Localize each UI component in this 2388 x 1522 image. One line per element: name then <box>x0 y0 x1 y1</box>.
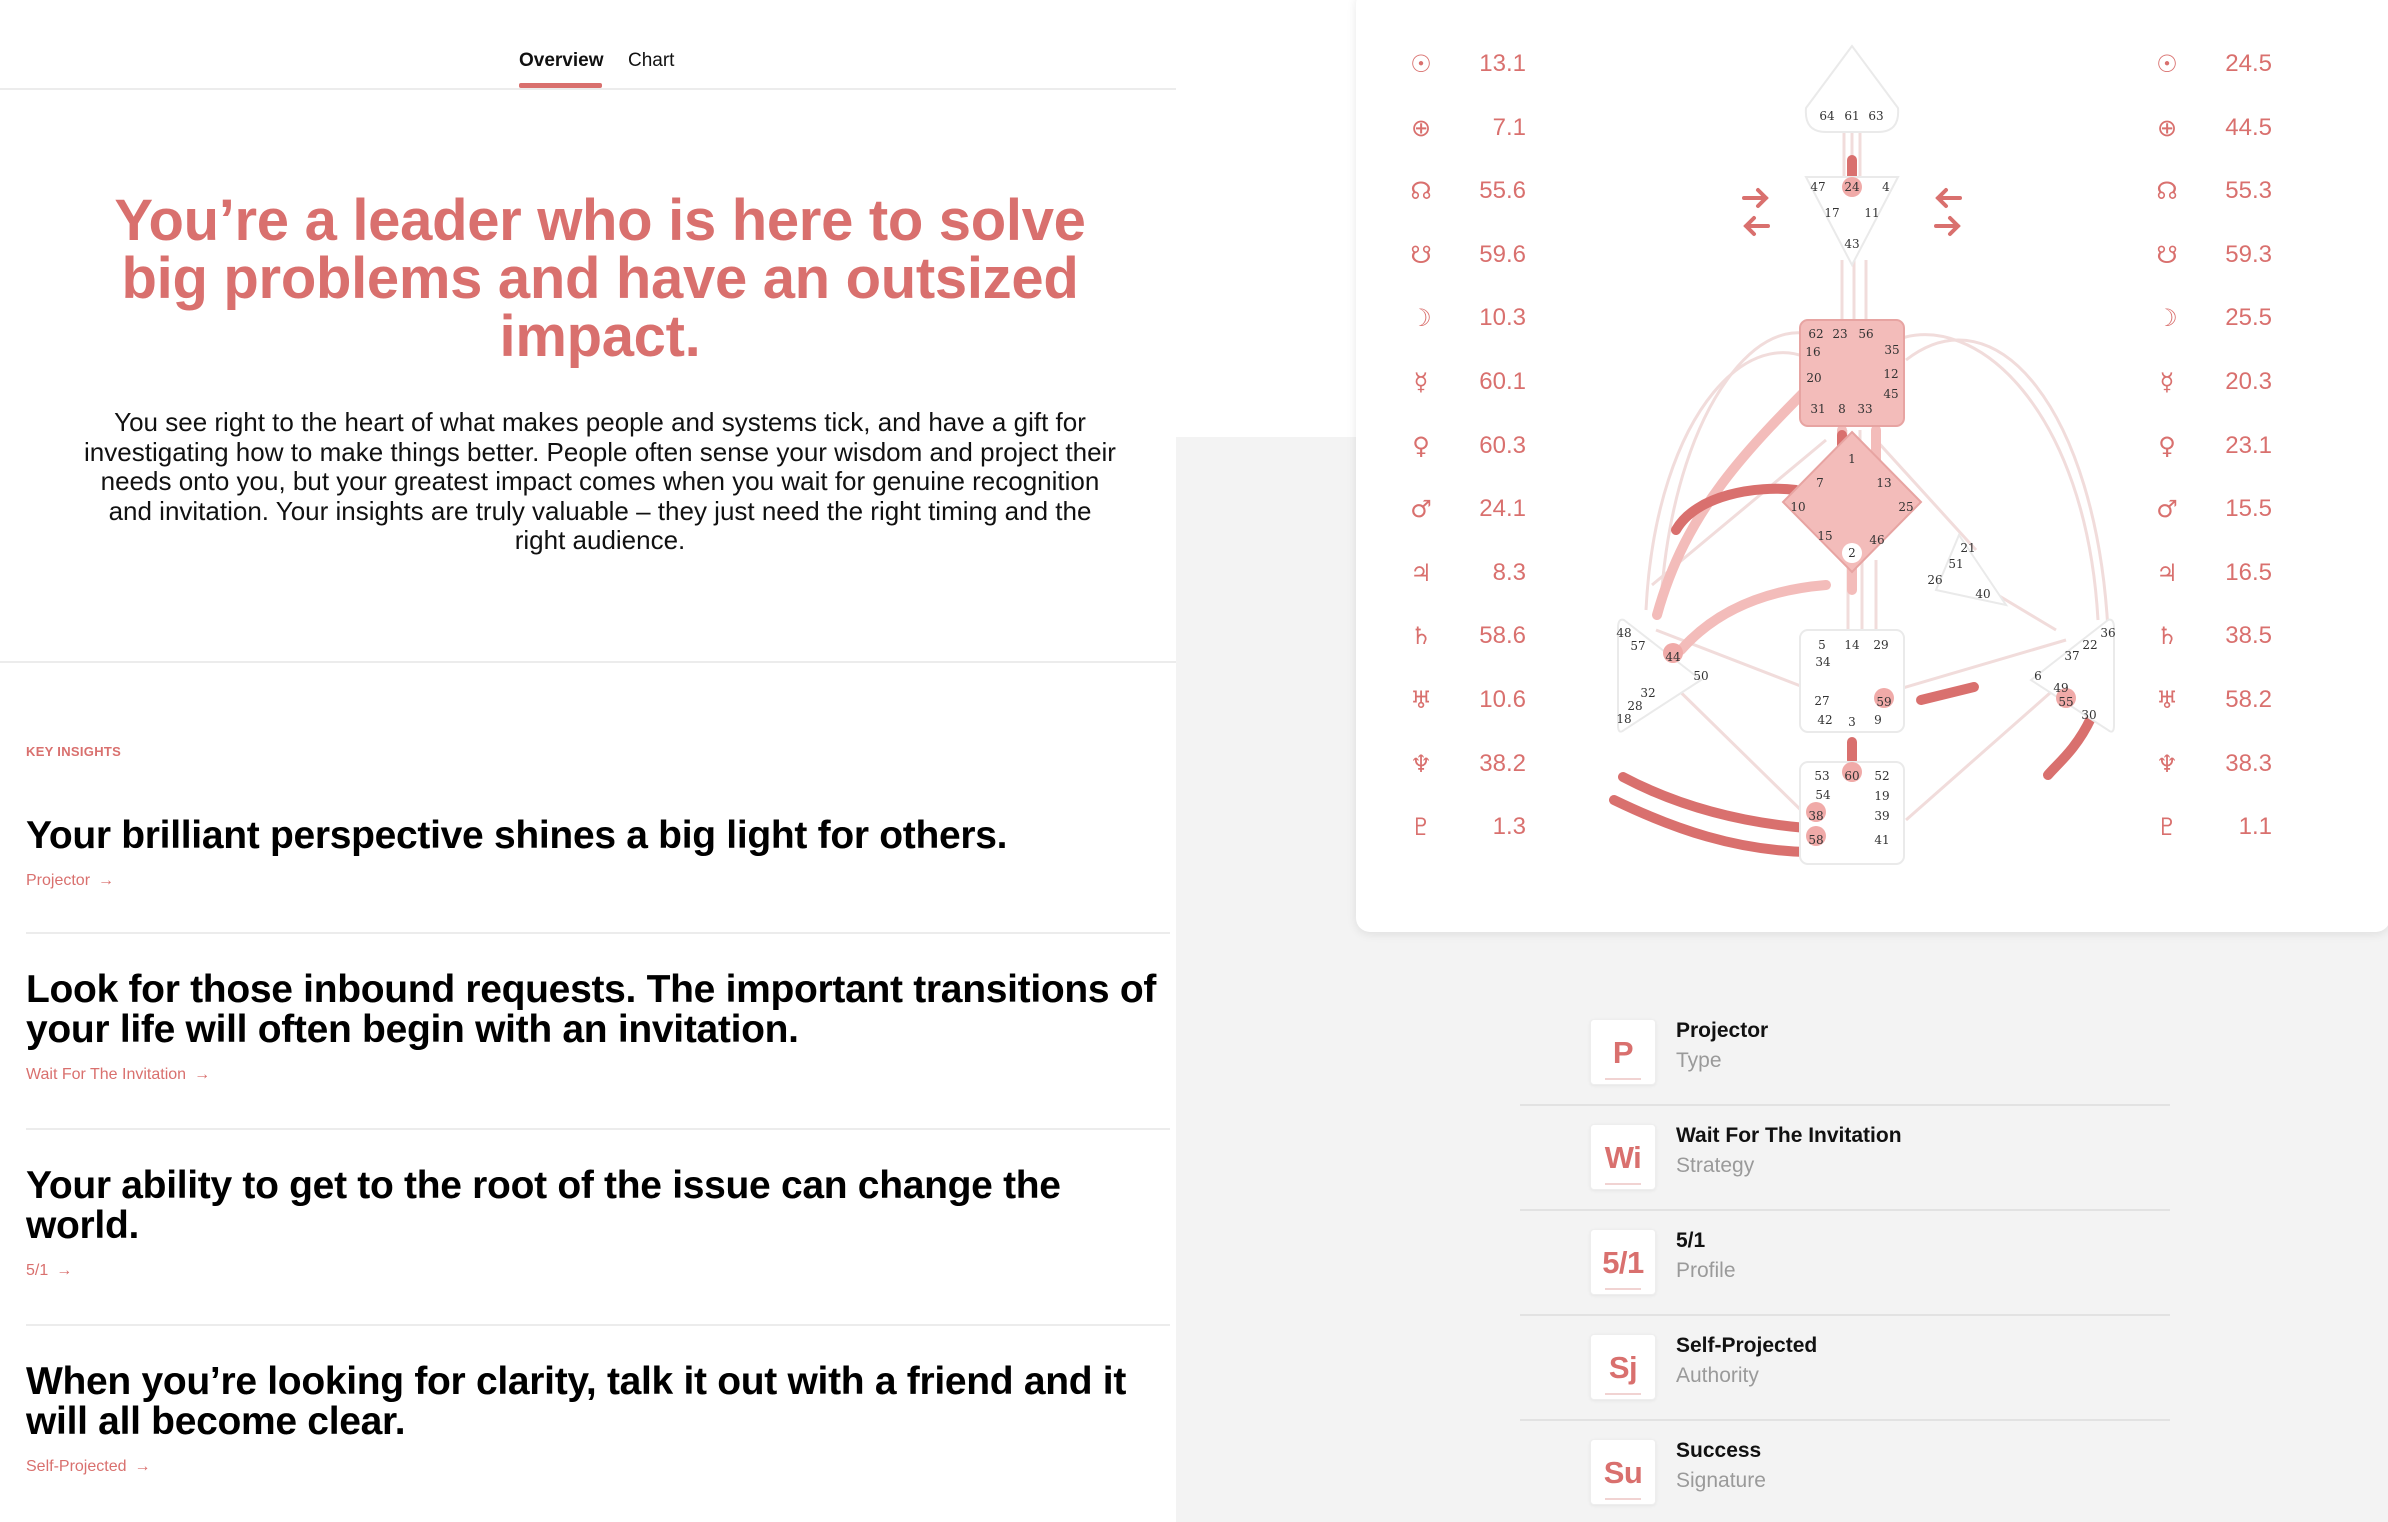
badge-caption-line <box>1605 1393 1641 1395</box>
gate-root: 39 <box>1874 809 1890 823</box>
planet-value: 1.3 <box>1492 813 1526 841</box>
planet-value: 20.3 <box>2225 367 2272 395</box>
earth-icon: ⊕ <box>1410 113 1432 142</box>
pluto-icon: ♇ <box>1410 813 1432 842</box>
gate-root: 19 <box>1874 789 1890 803</box>
insight-link-authority[interactable] <box>26 1458 151 1476</box>
gate-g: 2 <box>1848 546 1856 560</box>
bodygraph-card <box>1356 0 2388 932</box>
active-tab-indicator <box>519 83 602 88</box>
gate-solar: 55 <box>2058 695 2074 709</box>
gate-throat: 31 <box>1810 402 1826 416</box>
insight-link-projector[interactable] <box>26 872 114 890</box>
gate-ajna: 43 <box>1844 237 1860 251</box>
property-badge <box>1590 1124 1656 1190</box>
uranus-icon: ♅ <box>2156 685 2178 714</box>
property-row-profile[interactable] <box>1520 1211 2170 1316</box>
gate-spleen: 32 <box>1640 686 1656 700</box>
gate-spleen: 57 <box>1630 639 1646 653</box>
tab-chart[interactable]: Chart <box>628 50 675 71</box>
arrow-right-icon: → <box>134 1458 151 1475</box>
gate-head: 64 <box>1819 109 1835 123</box>
planet-value: 55.3 <box>2225 177 2272 205</box>
gate-solar: 22 <box>2082 638 2098 652</box>
gate-throat: 20 <box>1806 371 1822 385</box>
gate-sacral: 29 <box>1873 638 1889 652</box>
planet-value: 44.5 <box>2225 113 2272 141</box>
arrow-right-icon: → <box>56 1262 73 1279</box>
hero-title: You’re a leader who is here to solve big problems and have an outsized impact. <box>114 188 1086 369</box>
sun-icon: ☉ <box>2156 50 2178 78</box>
gate-sacral: 27 <box>1814 694 1830 708</box>
property-subtitle: Profile <box>1676 1259 1736 1282</box>
gate-sacral: 9 <box>1874 713 1882 727</box>
planet-value: 10.6 <box>1479 685 1526 713</box>
key-insights <box>26 744 1170 1475</box>
gate-solar: 30 <box>2081 708 2097 722</box>
insight-item <box>26 1166 1170 1280</box>
insight-item <box>26 970 1170 1084</box>
neptune-icon: ♆ <box>1410 749 1432 778</box>
gate-throat: 35 <box>1884 343 1900 357</box>
insight-divider <box>26 932 1170 934</box>
insight-divider <box>26 1128 1170 1130</box>
mercury-icon: ☿ <box>1413 367 1429 396</box>
planet-value: 38.5 <box>2225 622 2272 650</box>
jupiter-icon: ♃ <box>1410 558 1432 587</box>
property-title: Self-Projected <box>1676 1334 1818 1357</box>
property-row-strategy[interactable] <box>1520 1106 2170 1211</box>
gate-root: 53 <box>1814 769 1830 783</box>
hero-section <box>60 188 1140 556</box>
badge-text: 5/1 <box>1602 1245 1644 1280</box>
gate-throat: 33 <box>1857 402 1873 416</box>
gate-sacral: 14 <box>1844 638 1860 652</box>
gate-root: 58 <box>1808 833 1824 847</box>
planet-value: 55.6 <box>1479 177 1526 205</box>
gate-head: 61 <box>1844 109 1860 123</box>
property-subtitle: Authority <box>1676 1364 1759 1387</box>
insight-title: Your ability to get to the root of the issue can change the world. <box>26 1164 1061 1247</box>
planet-value: 10.3 <box>1479 304 1526 332</box>
gate-heart: 21 <box>1960 541 1976 555</box>
badge-caption-line <box>1605 1078 1641 1080</box>
planet-value: 8.3 <box>1492 558 1526 586</box>
property-row-type[interactable] <box>1520 1001 2170 1106</box>
planet-value: 7.1 <box>1492 113 1526 141</box>
planet-value: 23.1 <box>2225 431 2272 459</box>
sun-icon: ☉ <box>1410 50 1432 78</box>
badge-caption-line <box>1605 1183 1641 1185</box>
gate-root: 60 <box>1844 769 1860 783</box>
jupiter-icon: ♃ <box>2156 558 2178 587</box>
planet-value: 38.2 <box>1479 749 1526 777</box>
insight-item <box>26 816 1170 890</box>
arrow-right-icon: → <box>194 1066 211 1083</box>
planet-value: 58.6 <box>1479 622 1526 650</box>
property-title: 5/1 <box>1676 1229 1706 1252</box>
uranus-icon: ♅ <box>1410 685 1432 714</box>
hero-body: You see right to the heart of what makes people and systems tick, and have a gift for investigating how to make things better. People often sense your wisdom and project their needs onto you, but your greatest impact comes when you wait for genuine recognition and invitation. Your insights are truly valuable – they just need the right timing and the right audience. <box>84 407 1116 555</box>
gate-g: 13 <box>1876 476 1892 490</box>
property-title: Success <box>1676 1439 1762 1462</box>
gate-throat: 62 <box>1808 327 1824 341</box>
planet-value: 16.5 <box>2225 558 2272 586</box>
gate-root: 41 <box>1874 833 1890 847</box>
tab-overview[interactable]: Overview <box>519 50 604 71</box>
insight-link-label: Wait For The Invitation <box>26 1066 187 1083</box>
property-title: Projector <box>1676 1019 1769 1042</box>
mars-icon: ♂ <box>2156 495 2178 524</box>
bodygraph <box>1356 0 2388 932</box>
gate-heart: 51 <box>1948 557 1964 571</box>
gate-sacral: 34 <box>1815 655 1831 669</box>
moon-icon: ☽ <box>2156 304 2178 333</box>
saturn-icon: ♄ <box>2156 622 2178 651</box>
chart-properties <box>1520 1001 2170 1522</box>
property-title: Wait For The Invitation <box>1676 1124 1902 1147</box>
gate-g: 15 <box>1817 529 1833 543</box>
planet-value: 24.1 <box>1479 495 1526 523</box>
gate-spleen: 18 <box>1616 712 1632 726</box>
gate-sacral: 42 <box>1817 713 1833 727</box>
planet-value: 1.1 <box>2238 813 2272 841</box>
badge-text: Su <box>1603 1455 1643 1490</box>
venus-icon: ♀ <box>1412 431 1430 460</box>
property-badge <box>1590 1229 1656 1295</box>
chart-panel <box>1176 0 2388 1522</box>
badge-text: Wi <box>1604 1140 1642 1175</box>
overview-panel <box>0 0 1176 1522</box>
planet-value: 13.1 <box>1479 50 1526 77</box>
gate-sacral: 3 <box>1848 715 1856 729</box>
property-row-signature[interactable] <box>1520 1421 2170 1522</box>
gate-ajna: 47 <box>1810 180 1826 194</box>
gate-root: 54 <box>1815 788 1831 802</box>
gate-solar: 6 <box>2034 669 2042 683</box>
gate-spleen: 48 <box>1616 626 1632 640</box>
gate-throat: 12 <box>1883 367 1899 381</box>
gate-solar: 49 <box>2053 681 2069 695</box>
gate-ajna: 17 <box>1824 206 1840 220</box>
badge-text: Sj <box>1608 1350 1638 1385</box>
insight-link-label: Self-Projected <box>26 1458 127 1475</box>
gate-throat: 45 <box>1883 387 1899 401</box>
insight-title: When you’re looking for clarity, talk it out with a friend and it will all become clear. <box>26 1360 1127 1443</box>
gate-spleen: 44 <box>1665 650 1681 664</box>
planet-value: 24.5 <box>2225 50 2272 77</box>
gate-throat: 56 <box>1858 327 1874 341</box>
property-badge <box>1590 1019 1656 1085</box>
gate-ajna: 24 <box>1844 180 1860 194</box>
planet-value: 59.6 <box>1479 240 1526 268</box>
gate-root: 52 <box>1874 769 1890 783</box>
gate-g: 25 <box>1898 500 1914 514</box>
venus-icon: ♀ <box>2158 431 2176 460</box>
gate-heart: 26 <box>1927 573 1943 587</box>
earth-icon: ⊕ <box>2156 113 2178 142</box>
key-insights-label: KEY INSIGHTS <box>26 744 122 759</box>
gate-sacral: 5 <box>1818 638 1826 652</box>
gate-g: 1 <box>1848 452 1856 466</box>
gate-solar: 36 <box>2100 626 2116 640</box>
section-divider <box>0 661 1176 663</box>
gate-ajna: 11 <box>1864 206 1880 220</box>
insight-title: Your brilliant perspective shines a big light for others. <box>26 814 1008 857</box>
planet-value: 25.5 <box>2225 304 2272 332</box>
mars-icon: ♂ <box>1410 495 1432 524</box>
gate-heart: 40 <box>1975 587 1991 601</box>
gate-throat: 8 <box>1838 402 1846 416</box>
property-subtitle: Type <box>1676 1049 1722 1072</box>
badge-text: P <box>1612 1035 1634 1070</box>
gate-throat: 23 <box>1832 327 1848 341</box>
gate-sacral: 59 <box>1876 695 1892 709</box>
insight-link-label: 5/1 <box>26 1262 49 1279</box>
south-node-icon: ☋ <box>1410 240 1432 269</box>
gate-solar: 37 <box>2064 649 2080 663</box>
property-subtitle: Strategy <box>1676 1154 1755 1177</box>
badge-caption-line <box>1605 1288 1641 1290</box>
pluto-icon: ♇ <box>2156 813 2178 842</box>
planet-value: 60.3 <box>1479 431 1526 459</box>
south-node-icon: ☋ <box>2156 240 2178 269</box>
insight-link-profile[interactable] <box>26 1262 72 1280</box>
gate-spleen: 50 <box>1693 669 1709 683</box>
property-row-authority[interactable] <box>1520 1316 2170 1421</box>
neptune-icon: ♆ <box>2156 749 2178 778</box>
insight-link-label: Projector <box>26 872 91 889</box>
north-node-icon: ☊ <box>2156 177 2178 206</box>
arrow-right-icon: → <box>98 872 115 889</box>
planet-value: 38.3 <box>2225 749 2272 777</box>
mercury-icon: ☿ <box>2159 367 2175 396</box>
gate-g: 10 <box>1790 500 1806 514</box>
gate-head: 63 <box>1868 109 1884 123</box>
gate-throat: 16 <box>1805 345 1821 359</box>
gate-root: 38 <box>1808 809 1824 823</box>
planet-value: 60.1 <box>1479 367 1526 395</box>
planet-value: 59.3 <box>2225 240 2272 268</box>
insight-item <box>26 1362 1170 1476</box>
tab-bar <box>0 0 1176 90</box>
badge-caption-line <box>1605 1498 1641 1500</box>
planet-value: 15.5 <box>2225 495 2272 523</box>
property-badge <box>1590 1439 1656 1505</box>
gate-spleen: 28 <box>1627 699 1643 713</box>
gate-ajna: 4 <box>1882 180 1890 194</box>
gate-g: 7 <box>1816 476 1824 490</box>
property-badge <box>1590 1334 1656 1400</box>
insight-title: Look for those inbound requests. The important transitions of your life will often begin with an invitation. <box>26 968 1157 1051</box>
moon-icon: ☽ <box>1410 304 1432 333</box>
insight-divider <box>26 1324 1170 1326</box>
gate-g: 46 <box>1869 533 1885 547</box>
insight-link-strategy[interactable] <box>26 1066 210 1084</box>
planet-value: 58.2 <box>2225 685 2272 713</box>
property-subtitle: Signature <box>1676 1469 1766 1492</box>
saturn-icon: ♄ <box>1410 622 1432 651</box>
north-node-icon: ☊ <box>1410 177 1432 206</box>
